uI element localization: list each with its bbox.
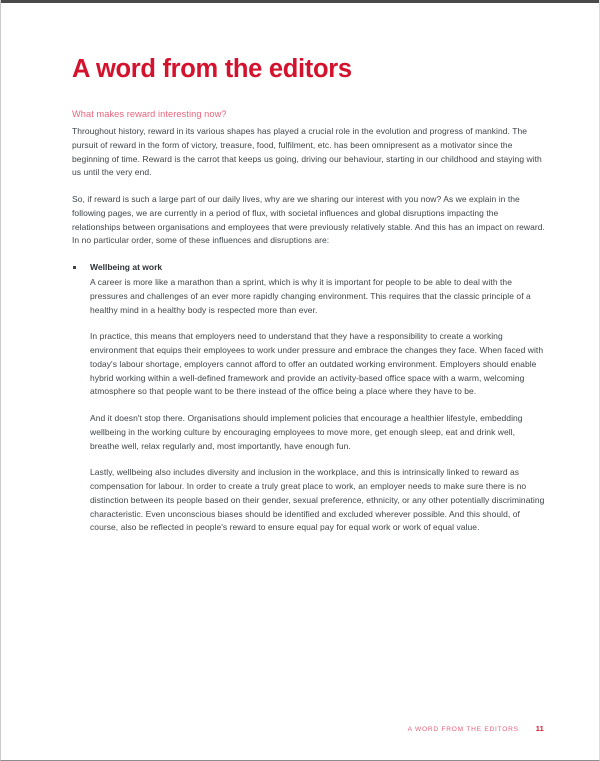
page-footer [408, 724, 544, 733]
bullet-square-icon [73, 266, 76, 269]
intro-paragraph-2: So, if reward is such a large part of our daily lives, why are we sharing our interest with you now? As we explain in the following pages, we are currently in a period of flux, with societal influences and global disruptions impacting the relationships between organisations and employees that were previously relatively stable. And this has an impact on reward. In no particular order, some of these influences and disruptions are: [72, 194, 545, 246]
bullet-paragraph-2: In practice, this means that employers need to understand that they have a responsibility to create a working environment that equips their employees to work under pressure and embrace the changes they face. When faced with today's labour shortage, employers cannot afford to offer an outdated working environment. Employers should enable hybrid working within a well-defined framework and provide an activity-based office space with a warm, welcoming atmosphere so that people want to be there instead of the office being a place where they have to be. [90, 331, 544, 397]
intro-paragraph-1: Throughout history, reward in its various shapes has played a crucial role in the evolution and progress of mankind. The pursuit of reward in the form of victory, treasure, food, fulfilment, etc. has been omnipresent as a motivator since the beginning of time. Reward is the carrot that keeps us going, driving our behaviour, starting in our childhood and staying with us until the very end. [72, 126, 542, 178]
bullet-paragraph-4: Lastly, wellbeing also includes diversity and inclusion in the workplace, and this is intrinsically linked to reward as compensation for labour. In order to create a truly great place to work, an employer needs to make sure there is no distinction between its people based on their gender, sexual preference, ethnicity, or any other potentially discriminating characteristic. Even unconscious biases should be identified and excluded wherever possible. And this should, of course, also be reflected in people's reward to ensure equal pay for equal work or work of equal value. [90, 467, 545, 533]
bullet-item-wellbeing [72, 261, 546, 535]
bullet-paragraph-3: And it doesn't stop there. Organisations should implement policies that encourage a healthier lifestyle, embedding wellbeing in the working culture by encouraging employees to move more, get enough sleep, eat and drink well, breathe well, relax regularly and, most importantly, have enough fun. [90, 413, 523, 451]
page-title: A word from the editors [72, 55, 352, 83]
page-top-bar [1, 0, 599, 3]
footer-page-number: 11 [535, 724, 544, 733]
footer-section-label: A WORD FROM THE EDITORS [407, 726, 519, 733]
section-subtitle: What makes reward interesting now? [72, 109, 227, 120]
page-content [72, 55, 546, 535]
bullet-heading: Wellbeing at work [90, 262, 163, 273]
bullet-paragraph-1: A career is more like a marathon than a sprint, which is why it is important for people to be able to deal with the pressures and challenges of an ever more rapidly changing environment. This requires that the classic principle of a healthy mind in a healthy body is respected more than ever. [90, 277, 531, 315]
